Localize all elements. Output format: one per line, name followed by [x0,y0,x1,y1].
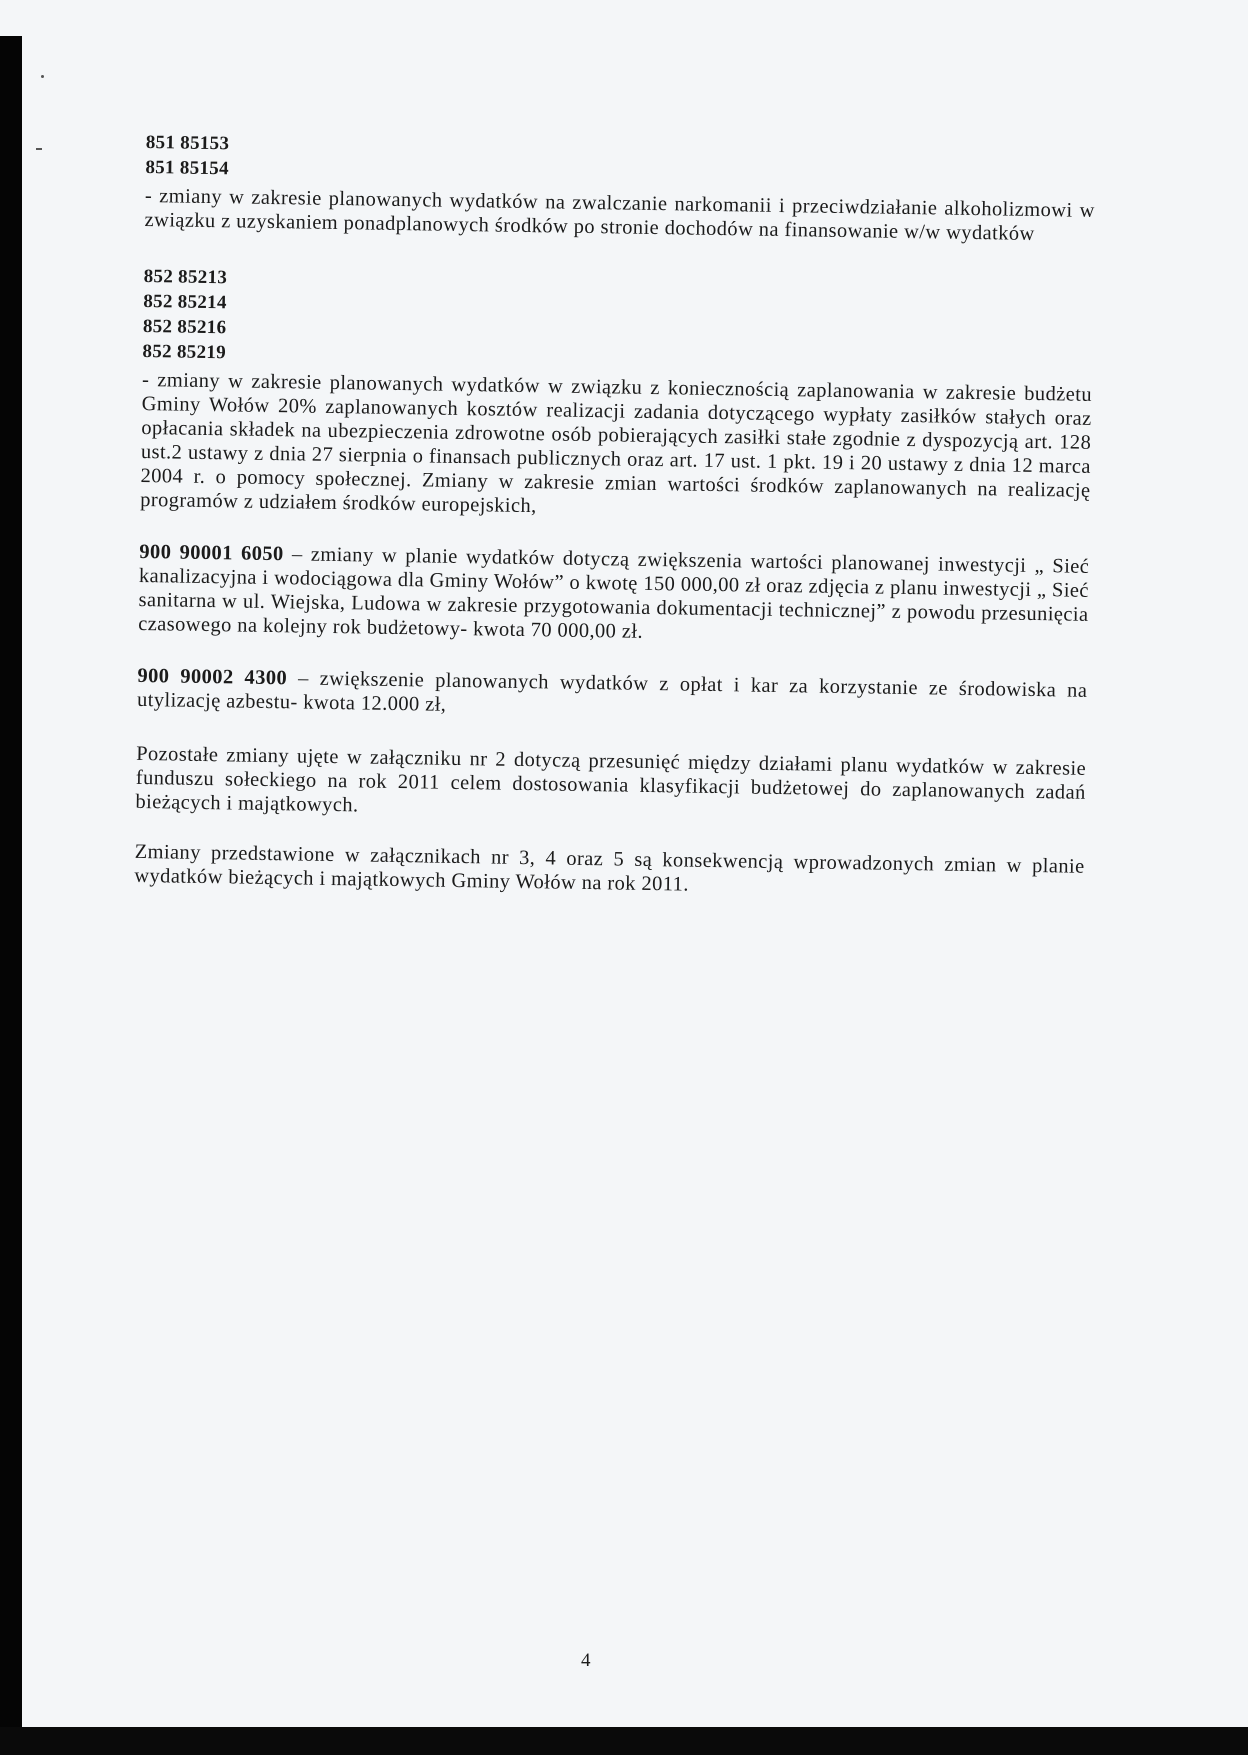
section-body: – zwiększenie planowanych wydatków z opłat i kar za korzystanie ze środowiska na utylizację azbestu- kwota 12.000 zł, [136,667,1088,716]
budget-code: 852 85214 [143,290,227,314]
budget-code: 900 90002 4300 [137,664,288,690]
section-text: - zmiany w zakresie planowanych wydatków w związku z koniecznością zaplanowania w zakresie budżetu Gminy Wołów 20% zaplanowanych kosztów realizacji zadania dotyczącego wypłaty zasiłków stałych oraz opłacania składek na ubezpieczenia zdrowotne osób pobierających zasiłki stałe zgodnie z dyspozycją art. 128 ust.2 ustawy z dnia 27 sierpnia o finansach publicznych oraz art. 17 ust. 1 pkt. 19 i 20 ustawy z dnia 12 marca 2004 r. o pomocy społecznej. Zmiany w zakresie zmian wartości środków zaplanowanych na realizację programów z udziałem środków europejskich, [140,368,1093,518]
scan-speck [41,75,44,78]
scan-speck [36,148,42,150]
paragraph-remaining-changes: Pozostałe zmiany ujęte w załączniku nr 2 dotyczą przesunięć między działami planu wydatków w zakresie funduszu sołeckiego na rok 2011 celem dostosowania klasyfikacji budżetowej do zaplanowanych zadań bieżących i majątkowych. [135,742,1087,817]
budget-code: 851 85154 [145,156,230,180]
scan-bottom-edge [0,1727,1248,1755]
budget-code: 852 85219 [142,340,227,364]
scan-left-edge [0,36,22,1755]
section-852 [140,264,1094,527]
document-page [134,130,1096,903]
budget-code: 852 85216 [142,315,227,339]
page-number: 4 [581,1650,591,1671]
section-851 [144,130,1095,247]
section-text [138,540,1089,651]
section-900-6050 [138,540,1089,651]
section-text: - zmiany w zakresie planowanych wydatków na zwalczanie narkomanii i przeciwdziałanie alkoholizmowi w związku z uzyskaniem ponadplanowych środków po stronie dochodów na finansowanie w/w wydatków [144,184,1096,245]
budget-code: 851 85153 [145,131,230,155]
section-body: – zmiany w planie wydatków dotyczą zwiększenia wartości planowanej inwestycji „ Sieć kanalizacyjna i wodociągowa dla Gminy Wołów” o kwotę 150 000,00 zł oraz zdjęcia z planu inwestycji „ Sieć sanitarna w ul. Wiejska, Ludowa w zakresie przygotowania dokumentacji technicznej” z powodu przesunięcia czasowego na kolejny rok budżetowy- kwota 70 000,00 zł. [138,543,1090,643]
budget-code: 852 85213 [143,265,228,289]
budget-code: 900 90001 6050 [139,540,284,566]
paragraph-attachments: Zmiany przedstawione w załącznikach nr 3, 4 oraz 5 są konsekwencją wprowadzonych zmian w planie wydatków bieżących i majątkowych Gminy Wołów na rok 2011. [134,840,1085,896]
